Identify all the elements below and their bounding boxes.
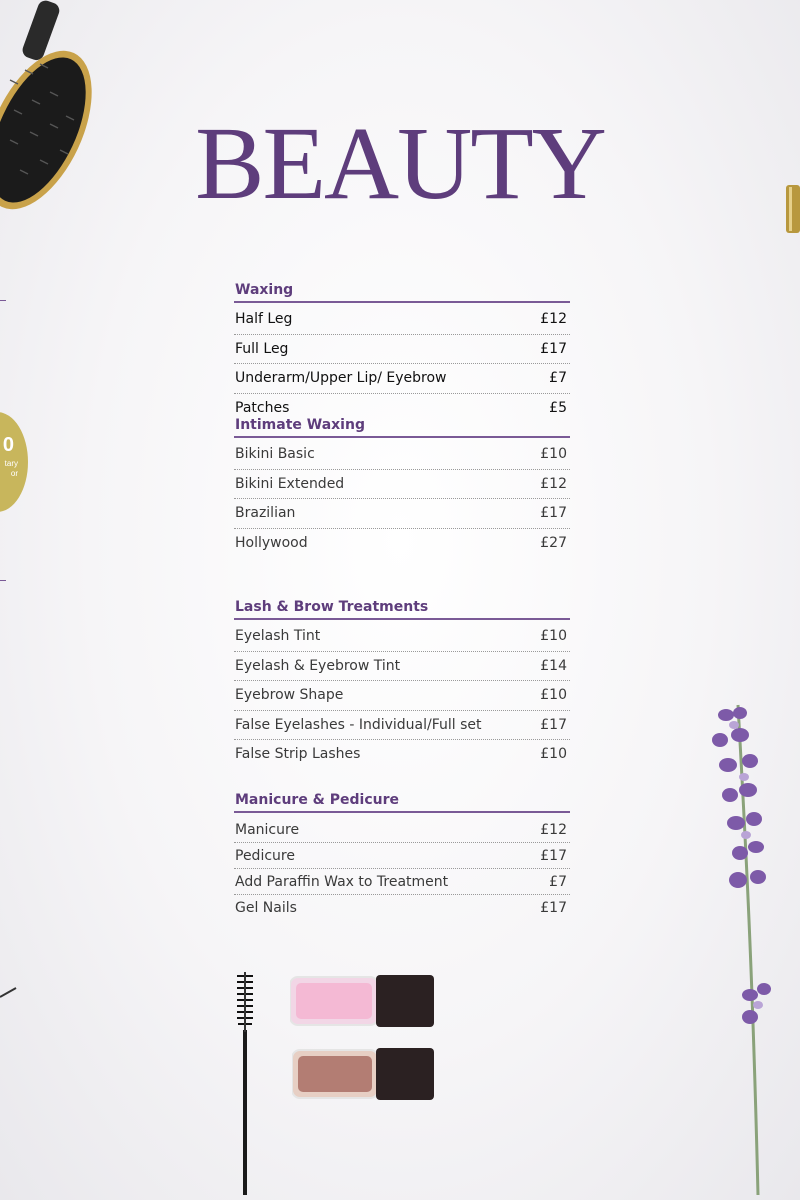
section-title-mani: Manicure & Pedicure <box>234 792 570 813</box>
list-item: Manicure £12 <box>234 817 570 843</box>
list-item: Brazilian £17 <box>234 499 570 529</box>
section-title-waxing: Waxing <box>234 282 570 303</box>
intimate-waxing-section <box>234 417 570 599</box>
section-title-intimate: Intimate Waxing <box>234 417 570 438</box>
badge-number: 0 <box>2 434 14 456</box>
list-item: Full Leg £17 <box>234 335 570 365</box>
left-column-edge-lower <box>0 580 6 581</box>
list-item: Bikini Extended £12 <box>234 470 570 500</box>
nail-polish-pink-icon <box>290 975 435 1027</box>
section-title-lash: Lash & Brow Treatments <box>234 599 570 620</box>
price-menu <box>234 282 570 920</box>
lash-brow-section <box>234 599 570 792</box>
mascara-wand-icon <box>232 970 258 1195</box>
lavender-sprig-icon <box>700 695 790 1195</box>
list-item: Gel Nails £17 <box>235 899 567 916</box>
manicure-pedicure-section <box>234 792 570 920</box>
complimentary-badge <box>0 412 28 512</box>
badge-text: tary or <box>4 459 18 478</box>
list-item: Eyelash & Eyebrow Tint £14 <box>234 652 570 682</box>
list-item: Eyelash Tint £10 <box>234 622 570 652</box>
list-item: Patches £5 <box>235 399 567 416</box>
left-column-edge <box>0 300 6 301</box>
tweezer-tip-icon <box>0 985 18 999</box>
list-item: Underarm/Upper Lip/ Eyebrow £7 <box>234 364 570 394</box>
page-title: BEAUTY <box>195 106 605 221</box>
waxing-section <box>234 282 570 417</box>
list-item: Half Leg £12 <box>234 305 570 335</box>
list-item: Pedicure £17 <box>234 843 570 869</box>
list-item: Bikini Basic £10 <box>234 440 570 470</box>
nail-polish-bronze-icon <box>292 1048 435 1100</box>
list-item: Eyebrow Shape £10 <box>234 681 570 711</box>
list-item: False Eyelashes - Individual/Full set £17 <box>234 711 570 741</box>
list-item: Hollywood £27 <box>235 534 567 551</box>
list-item: False Strip Lashes £10 <box>235 746 567 763</box>
list-item: Add Paraffin Wax to Treatment £7 <box>234 869 570 895</box>
